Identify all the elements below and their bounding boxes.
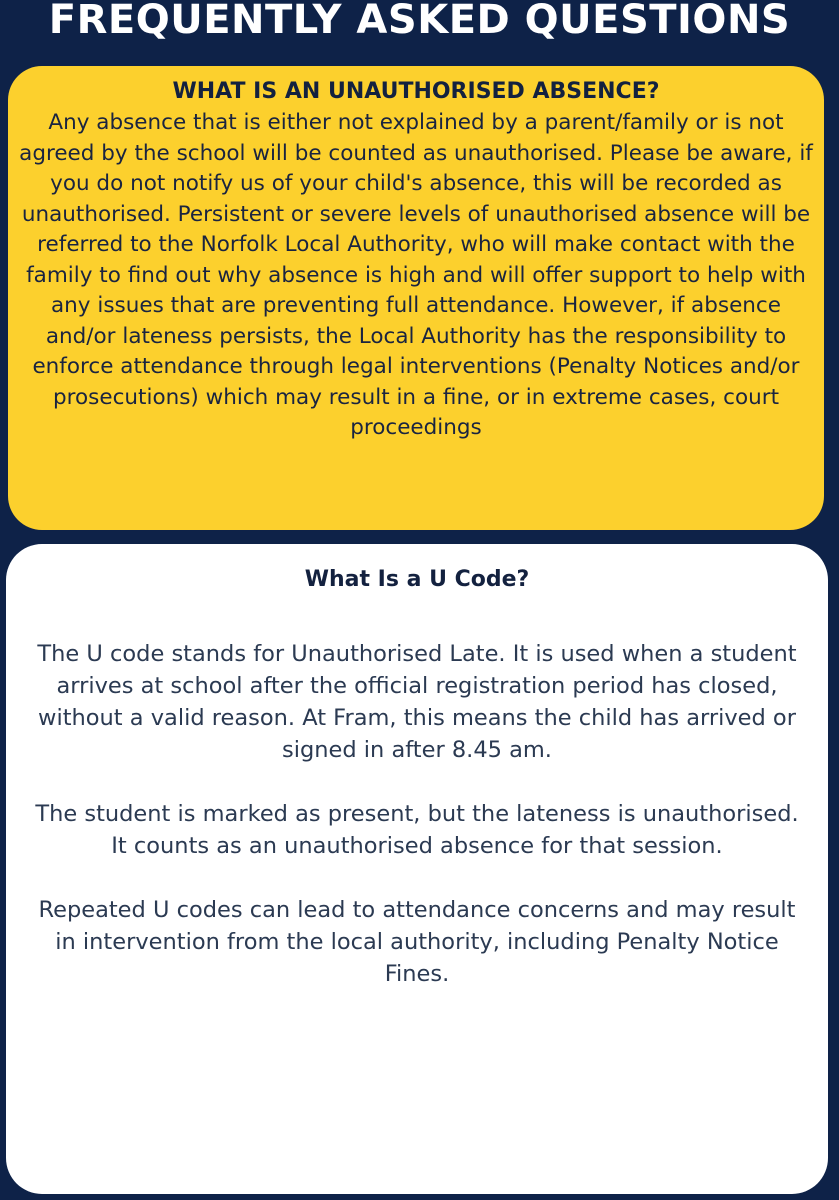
u-code-card (6, 544, 828, 1194)
u-code-consequences-paragraph: Repeated U codes can lead to attendance concerns and may result in intervention from the local authority, including Penalty Notice Fines. (38, 897, 796, 987)
u-code-heading: What Is a U Code? (304, 567, 530, 592)
unauthorised-absence-body: Any absence that is either not explained by a parent/family or is not agreed by the school will be counted as unauthorised. Please be aware, if you do not notify us of your child's absence, this will be recorded as unauthorised. Persistent or severe levels of unauthorised absence will be referred to the Norfolk Local Authority, who will make contact with the family to find out why absence is high and will offer support to help with any issues that are preventing full attendance. However, if absence and/or lateness persists, the Local Authority has the responsibility to enforce attendance through legal interventions (Penalty Notices and/or prosecutions) which may result in a fine, or in extreme cases, court proceedings (19, 110, 813, 440)
paragraph-spacer (28, 766, 806, 798)
u-code-definition-paragraph: The U code stands for Unauthorised Late. It is used when a student arrives at school after the official registration period has closed, without a valid reason. At Fram, this means the child has arrived or signed in after 8.45 am. (37, 641, 797, 763)
paragraph-spacer (28, 862, 806, 894)
unauthorised-absence-heading: WHAT IS AN UNAUTHORISED ABSENCE? (172, 79, 660, 104)
unauthorised-absence-card (8, 66, 824, 530)
u-code-present-paragraph: The student is marked as present, but the lateness is unauthorised. (35, 801, 799, 827)
page-title: FREQUENTLY ASKED QUESTIONS (48, 0, 791, 43)
u-code-session-paragraph: It counts as an unauthorised absence for that session. (111, 833, 723, 859)
